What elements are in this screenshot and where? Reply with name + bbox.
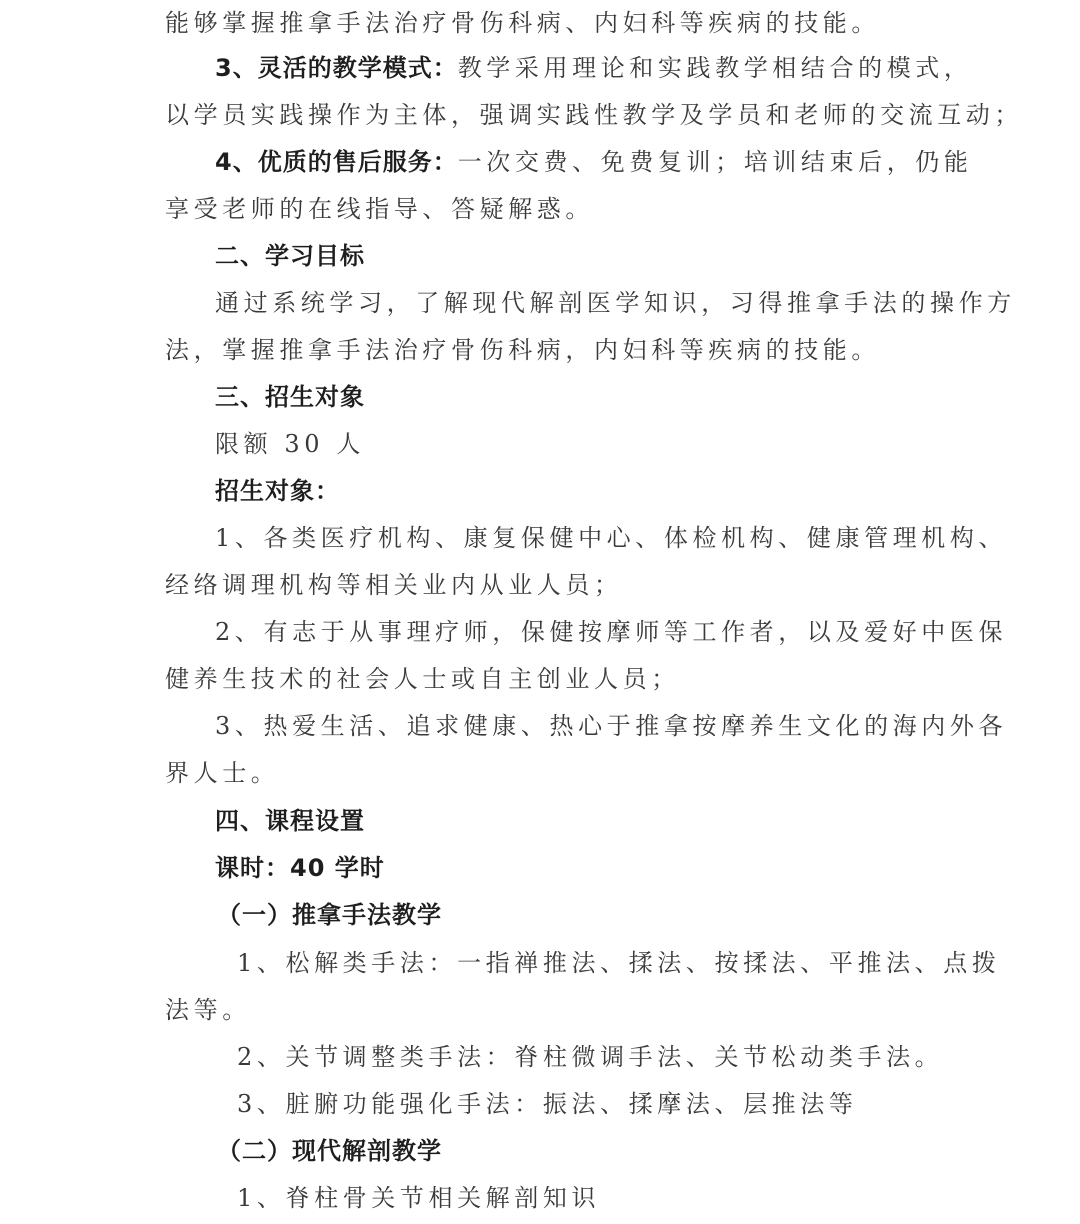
subsection-heading-massage: （一）推拿手法教学 (217, 901, 442, 929)
list-item: 1、各类医疗机构、康复保健中心、体检机构、健康管理机构、 (215, 524, 1008, 552)
list-item: 2、有志于从事理疗师，保健按摩师等工作者，以及爱好中医保 (215, 618, 1008, 646)
list-item: 1、松解类手法：一指禅推法、揉法、按揉法、平推法、点拨 (237, 949, 1001, 977)
section-heading-curriculum: 四、课程设置 (215, 807, 365, 835)
list-item-continuation: 法等。 (165, 996, 251, 1024)
list-item: 3、脏腑功能强化手法：振法、揉摩法、层推法等 (237, 1090, 858, 1118)
paragraph-line: 通过系统学习，了解现代解剖医学知识，习得推拿手法的操作方 (215, 289, 1016, 317)
paragraph-line: 享受老师的在线指导、答疑解惑。 (165, 195, 594, 223)
paragraph-line: 法，掌握推拿手法治疗骨伤科病，内妇科等疾病的技能。 (165, 336, 880, 364)
list-item: 1、脊柱骨关节相关解剖知识 (237, 1184, 601, 1212)
list-item: 3、热爱生活、追求健康、热心于推拿按摩养生文化的海内外各 (215, 712, 1008, 740)
list-item-continuation: 界人士。 (165, 759, 280, 787)
list-item-continuation: 健养生技术的社会人士或自主创业人员； (165, 665, 680, 693)
list-item-continuation: 经络调理机构等相关业内从业人员； (165, 571, 623, 599)
after-sales-label: 4、优质的售后服务： (215, 148, 458, 176)
enrollment-quota: 限额 30 人 (215, 430, 365, 458)
teaching-mode-label: 3、灵活的教学模式： (215, 54, 458, 82)
after-sales-text: 一次交费、免费复训；培训结束后，仍能 (457, 148, 973, 176)
paragraph-line: 以学员实践操作为主体，强调实践性教学及学员和老师的交流互动； (165, 101, 1023, 129)
section-heading-learning-goals: 二、学习目标 (215, 242, 365, 270)
teaching-mode-text: 教学采用理论和实践教学相结合的模式， (457, 54, 973, 82)
course-hours: 课时：40 学时 (215, 854, 385, 882)
section-heading-enrollment: 三、招生对象 (215, 383, 365, 411)
list-item: 2、关节调整类手法：脊柱微调手法、关节松动类手法。 (237, 1043, 944, 1071)
teaching-mode-paragraph (215, 45, 973, 92)
subsection-heading-anatomy: （二）现代解剖教学 (217, 1137, 442, 1165)
after-sales-paragraph (215, 139, 973, 186)
paragraph-line: 能够掌握推拿手法治疗骨伤科病、内妇科等疾病的技能。 (165, 9, 880, 37)
enrollment-subheading: 招生对象： (215, 477, 340, 505)
